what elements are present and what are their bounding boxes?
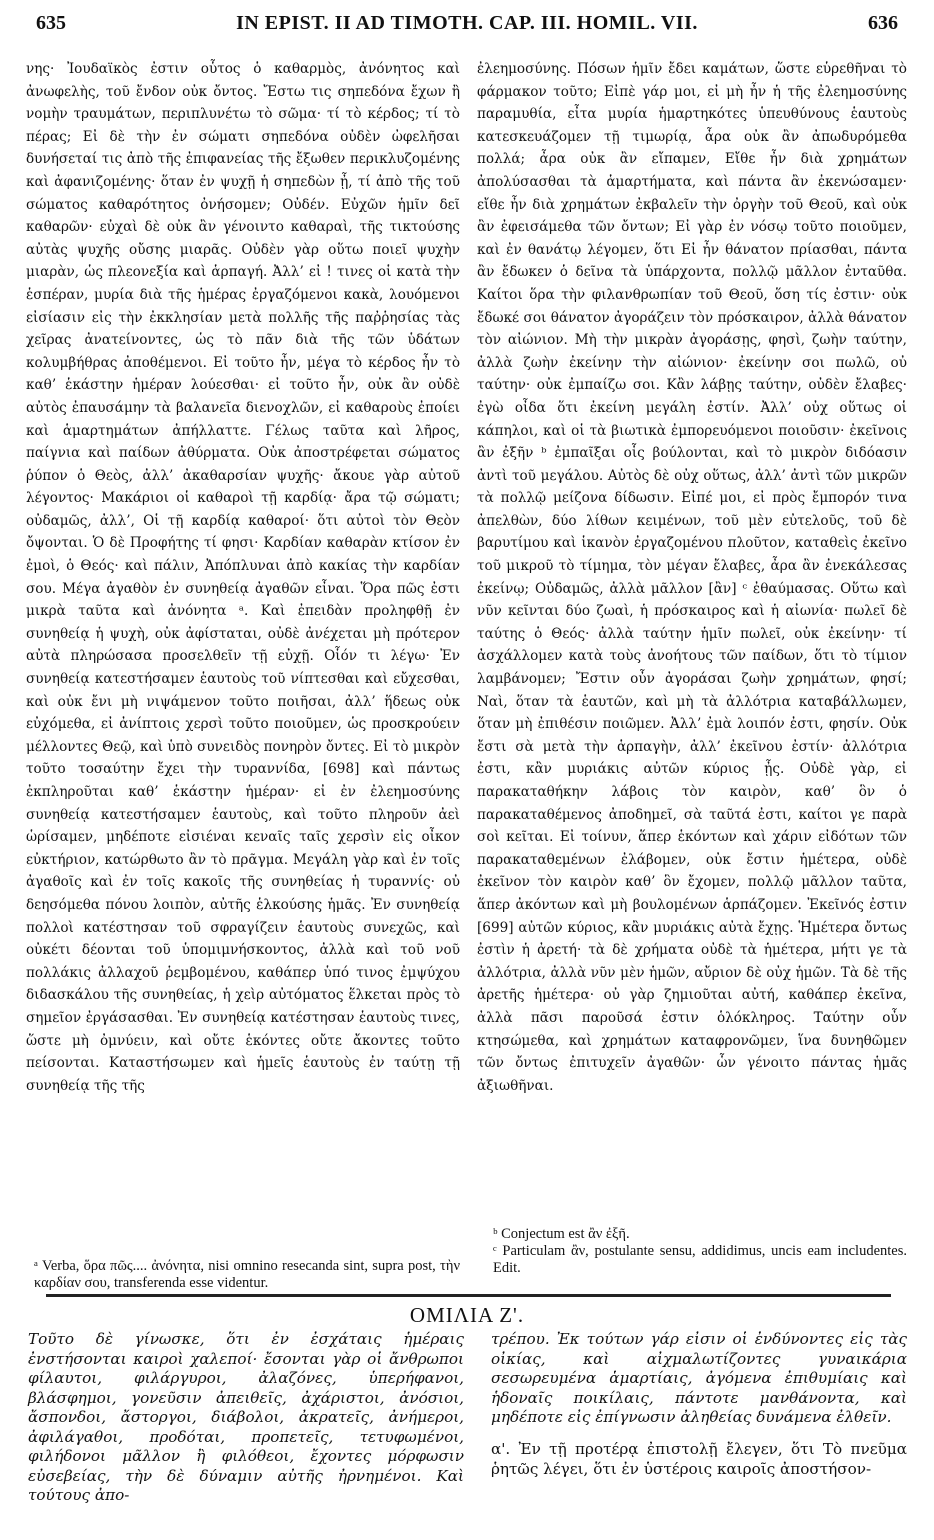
footnote-c: ᶜ Particulam ἂν, postulante sensu, addidimus, uncis eam includentes. Edit. xyxy=(493,1243,907,1276)
right-column-text: ἐλεημοσύνης. Πόσων ἡμῖν ἔδει καμάτων, ὥστε εὑρεθῆναι τὸ φάρμακον τοῦτο; Εἰπὲ γάρ μοι, εἰ μὴ ἦν ἡ τῆς ἐλεημοσύνης παραμυθία, εἶτα μυρία ἡμαρτηκότες ὑπευθύνους ἑαυτοὺς κατεσκευάζομεν τῇ τιμωρίᾳ, ἆρα οὐκ ἂν ἀπωδυρόμεθα πολλά; ἆρα οὐκ ἂν εἴπαμεν, Εἴθε ἦν διὰ χρημάτων ἀπολύσασθαι τὰ ἁμαρτήματα, καὶ πάντα ἂν ἐκενώσαμεν· εἴθε ἦν διὰ χρημάτων ἐκβαλεῖν τὴν ὀργὴν τοῦ Θεοῦ, καὶ οὐκ ἂν ἐφεισάμεθα τῶν ὄντων; Εἰ γὰρ ἐν νόσῳ τοῦτο ποιοῦμεν, καὶ ἐν θανάτῳ λέγομεν, ὅτι Εἰ ἦν θάνατον πρίασθαι, πάντα ἂν ἔδωκεν ὁ δεῖνα τὰ ὑπάρχοντα, πολλῷ μᾶλλον ἐνταῦθα. Καίτοι ὅρα τὴν φιλανθρωπίαν τοῦ Θεοῦ, ὅση τίς ἐστιν· οὐκ ἔδωκέ σοι θάνατον ἀγοράζειν τὸν πρόσκαιρον, ἀλλὰ θάνατον τὸν αἰώνιον. Μὴ τὴν μικρὰν ἀγοράσῃς, φησὶ, ζωὴν ταύτην, ἀλλὰ ζωὴν ἐκείνην τὴν αἰώνιον· ἐκείνην σοι πωλῶ, οὐ ταύτην· οὐκ ἐμπαίζω σοι. Κἂν λάβῃς ταύτην, οὐδὲν ἔλαβες· ἐγὼ οἶδα ὅτι ἐκείνη μεγάλη ἐστίν. Ἀλλ’ οὐχ οὕτως οἱ κάπηλοι, καὶ οἱ τὰ βιωτικὰ ἐμπορευόμενοι ποιοῦσιν· ἐκεῖνοις ἂν ἐξῆν ᵇ ἐμπαῖξαι οἷς βούλονται, καὶ τὸ μικρὸν διδόασιν ἀντὶ τοῦ μεγάλου. Αὐτὸς δὲ οὐχ οὕτως, ἀλλ’ ἀντὶ τῶν μικρῶν τὰ πολλῷ μείζονα δίδωσιν. Εἰπέ μοι, εἰ πρὸς ἔμπορόν τινα ἀπελθὼν, δύο λίθων κειμένων, τοῦ μὲν εὐτελοῦς, τοῦ δὲ βαρυτίμου καὶ ἱκανὸν ἐργαζομένου πλοῦτον, καταθεὶς ἐκεῖνο τοῦ μικροῦ τὸ τίμημα, τὸν μέγαν ἔλαβες, ἆρα ἂν ἐνεκάλεσας ἐκείνῳ; Οὐδαμῶς, ἀλλὰ μᾶλλον [ἂν] ᶜ ἐθαύμασας. Οὕτω καὶ νῦν κεῖνται δύο ζωαὶ, ἡ πρόσκαιρος καὶ ἡ αἰωνία· πωλεῖ δὲ ταύτης ὁ Θεός· ἀλλὰ ταύτην ἡμῖν πωλεῖ, οὐκ ἐκείνην· τί ἀσχάλλομεν κατὰ τοὺς ἀνοήτους τῶν παίδων, ὅτι τὸ τίμιον λαμβάνομεν; Ἔστιν οὖν ἀγοράσαι ζωὴν χρημάτων, φησί; Ναὶ, ὅταν τὰ ἑαυτῶν, καὶ μὴ τὰ ἀλλότρια καταβάλλωμεν, ὅταν μὴ ἐπιθέσιν ποιῶμεν. Ἀλλ’ ἐμὰ λοιπόν ἐστι, φησίν. Οὐκ ἔστι σὰ μετὰ τὴν ἁρπαγὴν, ἀλλ’ ἐκεῖνου ἐστίν· ἀλλότρια ἐστι, κἂν μυριάκις αὐτῶν κύριος ᾖς. Οὐδὲ γὰρ, εἰ παρακαταθήκην λάβοις τὸν καιρὸν, καθ’ ὃν ὁ παρακαταθέμενος ἀποδημεῖ, σὰ ταῦτά ἐστι, καίτοι γε παρὰ σοὶ κεῖται. Εἰ τοίνυν, ἅπερ ἑκόντων καὶ χάριν εἰδότων τῶν παρακαταθεμένων ἐλάβομεν, οὐκ ἔστιν ἡμέτερα, οὐδὲ ἐκεῖνον τὸν καιρὸν καθ’ ὃν ἔχομεν, πολλῷ μᾶλλον ταῦτα, ἅπερ ἀκόντων καὶ μὴ βουλομένων ἁρπάζομεν. Ἐκεῖνός ἐστιν [699] αὐτῶν κύριος, κἂν μυριάκις αὐτὰ ἔχῃς. Ἡμέτερα ὄντως ἐστὶν ἡ ἀρετή· τὰ δὲ χρήματα οὐδὲ τὰ ἡμέτερα, μήτι γε τὰ ἀλλότρια, ἀλλὰ νῦν μὲν ἡμῶν, αὔριον δὲ οὐχ ἡμῶν. Τὰ δὲ τῆς ἀρετῆς ἡμέτερα· οὐ γὰρ ζημιοῦται αὐτή, καθάπερ ἐκεῖνα, ἀλλὰ πᾶσι παροῦσά ἐστιν ὁλόκληρος. Ταύτην οὖν κτησώμεθα, καὶ χρημάτων καταφρονῶμεν, ἵνα δυνηθῶμεν τῶν ὄντως ἐπιτυχεῖν ἀγαθῶν· ὧν γένοιτο πάντας ἡμᾶς ἀξιωθῆναι. xyxy=(477,61,907,1094)
page-number-left: 635 xyxy=(36,12,66,34)
commentary-start: α'. Ἐν τῇ προτέρᾳ ἐπιστολῇ ἔλεγεν, ὅτι Τὸ πνεῦμα ῥητῶς λέγει, ὅτι ἐν ὑστέροις καιροῖς ἀποστήσον- xyxy=(491,1440,907,1478)
scripture-text-right: τρέπου. Ἐκ τούτων γάρ εἰσιν οἱ ἐνδύνοντες εἰς τὰς οἰκίας, καὶ αἰχμαλωτίζοντες γυναικάρια σεσωρευμένα ἁμαρτίαις, ἀγόμενα ἐπιθυμίαις καὶ ἡδοναῖς ποικίλαις, πάντοτε μανθάνοντα, καὶ μηδέποτε εἰς ἐπίγνωσιν ἀληθείας δυνάμενα ἐλθεῖν. xyxy=(491,1330,907,1426)
footnote-b: ᵇ Conjectum est ἂν ἐξῆ. xyxy=(493,1226,630,1242)
page-number-right: 636 xyxy=(868,12,898,34)
right-column xyxy=(477,58,907,1198)
footnote-a: ᵃ Verba, ὅρα πῶς.... ἀνόνητα, nisi omnino resecanda sint, supra post, τὴν καρδίαν σου, transferenda esse videntur. xyxy=(34,1258,460,1291)
left-column-text: νης· Ἰουδαϊκὸς ἐστιν οὗτος ὁ καθαρμὸς, ἀνόνητος καὶ ἀνωφελὴς, τοῦ ἔνδον οὐκ ὄντος. Ἔστω τις σηπεδόνα ἔχων ἢ νομὴν τραυμάτων, περιπλυνέτω τὸ σῶμα· τί τὸ κέρδος; τί τὸ πέρας; Εἰ δὲ τὴν ἐν σώματι σηπεδόνα οὐδὲν ὠφελῆσαι δυνήσεταί τις ἀπὸ τῆς ἐπιφανείας τῆς ἔξωθεν περικλυζομένης καὶ ἀφανιζομένης· ὅταν ἐν ψυχῇ ἡ σηπεδὼν ᾖ, τί ἀπὸ τῆς τοῦ σώματος καθαρότητος ὀνήσομεν; Οὐδέν. Εὐχῶν ἡμῖν δεῖ καθαρῶν· εὐχαὶ δὲ οὐκ ἂν γένοιντο καθαραὶ, τῆς τικτούσης αὐτὰς ψυχῆς οὔσης μιαρᾶς. Οὐδὲν γὰρ οὕτω ποιεῖ ψυχὴν μιαρὰν, ὡς πλεονεξία καὶ ἁρπαγή. Ἀλλ’ εἰ ! τινες οἱ κατὰ τὴν ἑσπέραν, μυρία διὰ τῆς ἡμέρας ἐργαζόμενοι κακὰ, λουόμενοι εἰσίασιν εἰς τὴν ἐκκλησίαν μετὰ πολλῆς τῆς παῤῥησίας τὰς χεῖρας ἀνατείνοντες, ὡς τὸ πᾶν διὰ τῆς τῶν ὑδάτων κολυμβήθρας ἀποθέμενοι. Εἰ τοῦτο ἦν, μέγα τὸ κέρδος ἦν τὸ καθ’ ἑκάστην ἡμέραν λούεσθαι· εἰ τοῦτο ἦν, οὐκ ἂν οὐδὲ αὐτὸς ἐπαυσάμην τὰ βαλανεῖα διενοχλῶν, εἰ καθαροὺς ἐποίει καὶ ἁμαρτημάτων ἀπήλλαττε. Γέλως ταῦτα καὶ λῆρος, παίγνια καὶ παίδων ἀθύρματα. Οὐκ ἀποστρέφεται σώματος ῥύπον ὁ Θεὸς, ἀλλ’ ἀκαθαρσίαν ψυχῆς· ἄκουε γὰρ αὐτοῦ λέγοντος· Μακάριοι οἱ καθαροὶ τῇ καρδίᾳ· ἄρα τῷ σώματι; οὐδαμῶς, ἀλλ’, Οἱ τῇ καρδίᾳ καθαροί· ὅτι αὐτοὶ τὸν Θεὸν ὄψονται. Ὁ δὲ Προφήτης τί φησι· Καρδίαν καθαρὰν κτίσον ἐν ἐμοὶ, ὁ Θεός· καὶ πάλιν, Ἀπόπλυναι ἀπὸ κακίας τὴν καρδίαν σου. Μέγα ἀγαθὸν ἐν συνηθείᾳ ἀγαθῶν εἶναι. Ὅρα πῶς ἐστι μικρὰ ταῦτα καὶ ἀνόνητα ᵃ. Καὶ ἐπειδὰν προληφθῇ ἐν συνηθείᾳ ἡ ψυχὴ, οὐκ ἀφίσταται, οὐδὲ ἀνέχεται μὴ πρότερον αὐτὰ πληρώσασα προσελθεῖν τῇ εὐχῇ. Οἷόν τι λέγω· Ἐν συνηθείᾳ κατεστήσαμεν ἑαυτοὺς τοῦ νίπτεσθαι καὶ εὔχεσθαι, καὶ οὐκ ἔνι μὴ νιψάμενον τοῦτο ποιῆσαι, ἀλλ’ ἥδεως οὐκ εὐχόμεθα, εἰ ἀνίπτοις χερσὶ τοῦτο ποιοῦμεν, ὡς προσκρούειν μέλλοντες Θεῷ, καὶ ὑπὸ συνειδὸς πονηρὸν ὄντες. Εἰ τὸ μικρὸν τοῦτο τοσαύτην ἔχει τὴν τυραννίδα, [698] καὶ πάντως ἐκπληροῦται καθ’ ἑκάστην ἡμέραν· εἰ ἐν ἐλεημοσύνης συνηθείᾳ κατεστήσαμεν ἑαυτοὺς, καὶ τοῦτο πληροῦν ἀεὶ ὡρίσαμεν, μηδέποτε εἰσιέναι κεναῖς ταῖς χερσὶν εἰς οἶκον εὐκτήριον, κατώρθωτο ἂν τὸ πρᾶγμα. Μεγάλη γὰρ καὶ ἐν τοῖς ἀγαθοῖς καὶ ἐν τοῖς κακοῖς τῆς συνηθείας ἡ τυραννίς· οὐ δεησόμεθα πόνου λοιπὸν, αὐτῆς ἑλκούσης ἡμᾶς. Ἐν συνηθείᾳ πολλοὶ κατέστησαν τοῦ σφραγίζειν ἑαυτοὺς συνεχῶς, καὶ οὐκέτι δέονται τοῦ ὑπομιμνήσκοντος, ἀλλὰ καὶ τοῦ νοῦ πολλάκις ἀλλαχοῦ ῥεμβομένου, καθάπερ ὑπό τινος ἐμψύχου διδασκάλου τῆς συνηθείας, ἡ χεὶρ αὐτόματος ἕλκεται πρὸς τὸ σημεῖον ἐργάσασθαι. Ἐν συνηθείᾳ κατέστησαν ἑαυτοὺς τινες, ὥστε μὴ ὀμνύειν, καὶ οὔτε ἑκόντες οὔτε ἄκοντες τοῦτο πείσονται. Καταστήσωμεν καὶ ἡμεῖς ἑαυτοὺς ἐν ταύτῃ τῇ συνηθείᾳ τῆς τῆς xyxy=(26,61,460,1094)
running-title: IN EPIST. II AD TIMOTH. CAP. III. HOMIL. VII. xyxy=(236,12,698,34)
homily-title: ΟΜΙΛΙΑ Ζ'. xyxy=(409,1303,525,1327)
section-divider xyxy=(46,1294,891,1297)
left-column xyxy=(26,58,460,1238)
scripture-text-left: Τοῦτο δὲ γίνωσκε, ὅτι ἐν ἐσχάταις ἡμέραις ἐνστήσονται καιροὶ χαλεποί· ἔσονται γὰρ οἱ ἄνθρωποι φίλαυτοι, φιλάργυροι, ἀλαζόνες, ὑπερήφανοι, βλάσφημοι, γονεῦσιν ἀπειθεῖς, ἀχάριστοι, ἀνόσιοι, ἄσπονδοι, ἄστοργοι, διάβολοι, ἀκρατεῖς, ἀνήμεροι, ἀφιλάγαθοι, προδόται, προπετεῖς, τετυφωμένοι, φιλήδονοι μᾶλλον ἢ φιλόθεοι, ἔχοντες μόρφωσιν εὐσεβείας, τὴν δὲ δύναμιν αὐτῆς ἠρνημένοι. Καὶ τούτους ἀπο- xyxy=(28,1330,464,1504)
footnote-bc xyxy=(493,1226,907,1277)
running-header xyxy=(36,8,898,42)
